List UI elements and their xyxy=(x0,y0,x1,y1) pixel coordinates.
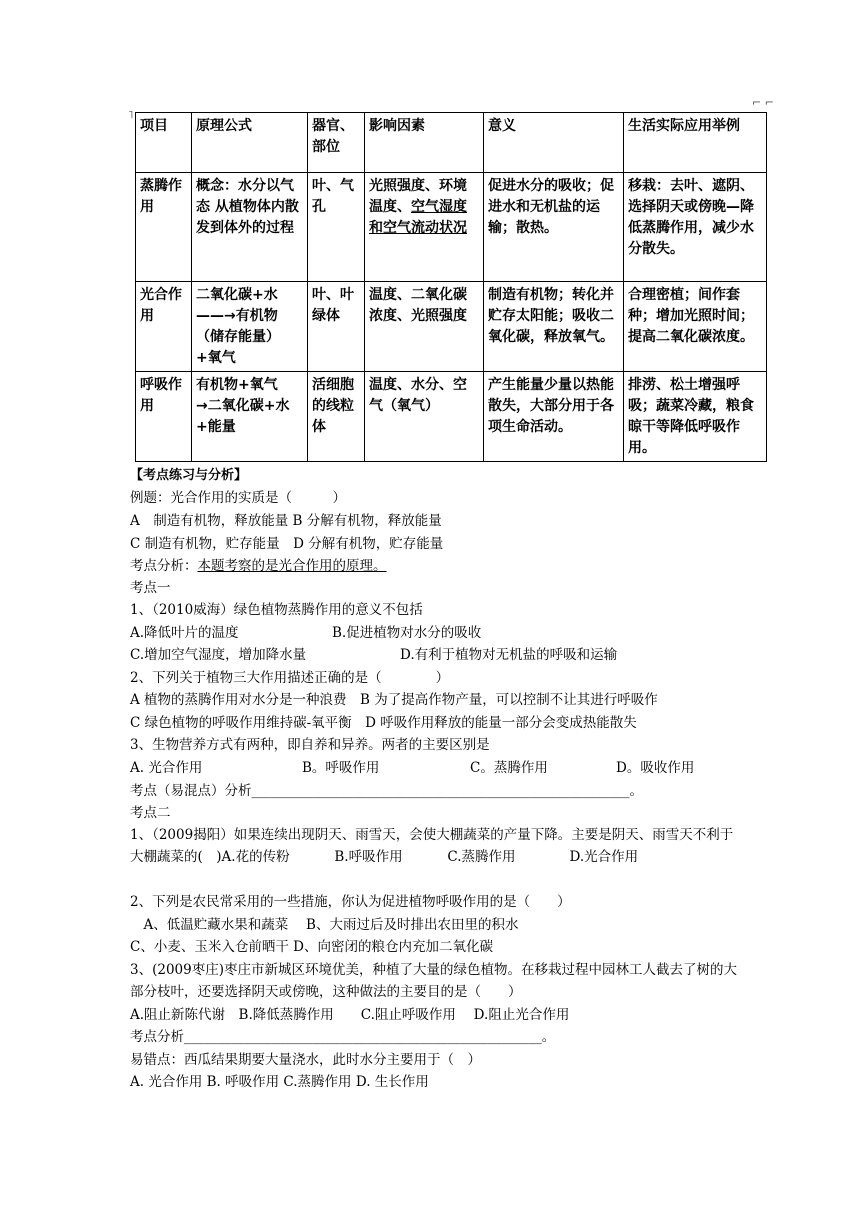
header-application: 生活实际应用举例 xyxy=(624,113,767,173)
option-b: B.促进植物对水分的吸收 xyxy=(332,625,482,641)
transpiration-factors-a: 光照强度、环境温度、 xyxy=(369,178,467,215)
option-c: C。蒸腾作用 xyxy=(470,760,548,776)
option-c: C.增加空气湿度，增加降水量 xyxy=(130,647,307,663)
point-one-analysis: 考点（易混点）分析________________________________________________________。 xyxy=(130,783,643,799)
photosynthesis-factors: 温度、二氧化碳浓度、光照强度 xyxy=(365,282,484,372)
example-analysis-label: 考点分析： xyxy=(130,558,198,574)
point-one-q3: 3、生物营养方式有两种，即自养和异养。两者的主要区别是 xyxy=(130,737,490,753)
point-two-q3: 3、(2009枣庄)枣庄市新城区环境优美，种植了大量的绿色植物。在移栽过程中园林工人截去了树的大部分枝叶，还要选择阴天或傍晚，这种做法的主要目的是（ ） xyxy=(130,962,737,1000)
point-two-analysis: 考点分析_____________________________________________________。 xyxy=(130,1029,556,1045)
table-header-row xyxy=(136,113,767,173)
point-one-title: 考点一 xyxy=(130,580,171,596)
option-b: B。呼吸作用 xyxy=(302,760,380,776)
transpiration-factors-b: 空气湿度和空气流动状况 xyxy=(369,199,467,236)
header-item: 项目 xyxy=(136,113,192,173)
error-point-question: 易错点：西瓜结果期要大量浇水，此时水分主要用于（ ） xyxy=(130,1052,481,1068)
point-two-q2: 2、下列是农民常采用的一些措施，你认为促进植物呼吸作用的是（ ） xyxy=(130,894,571,910)
error-point-options: A. 光合作用 B. 呼吸作用 C.蒸腾作用 D. 生长作用 xyxy=(130,1074,429,1090)
point-one-q1-options-ab xyxy=(130,622,481,644)
respiration-formula-a: 有机物+氧气 xyxy=(196,377,278,393)
table-row xyxy=(136,282,767,372)
option-d: D.有利于植物对无机盐的呼吸和运输 xyxy=(400,647,618,663)
example-options-ab: A 制造有机物，释放能量 B 分解有机物，释放能量 xyxy=(130,513,442,529)
point-two-q3-options: A.阻止新陈代谢 B.降低蒸腾作用 C.阻止呼吸作用 D.阻止光合作用 xyxy=(130,1007,570,1023)
photosynthesis-application: 合理密植；间作套种；增加光照时间；提高二氧化碳浓度。 xyxy=(624,282,767,372)
photosynthesis-formula-b: 有机物（储存能量）+氧气 xyxy=(196,308,280,366)
example-analysis xyxy=(130,555,387,577)
example-question: 例题：光合作用的实质是（ ） xyxy=(130,490,346,506)
photosynthesis-formula xyxy=(192,282,308,372)
respiration-formula xyxy=(192,372,308,462)
respiration-organ: 活细胞的线粒体 xyxy=(308,372,365,462)
example-analysis-text: 本题考察的是光合作用的原理。 xyxy=(197,558,387,574)
respiration-application: 排涝、松土增强呼吸；蔬菜冷藏，粮食晾干等降低呼吸作用。 xyxy=(624,372,767,462)
table-corner-mark-left: ˥ xyxy=(128,108,134,121)
table-corner-mark-right: ⌐ ⌐ xyxy=(752,96,774,109)
transpiration-meaning: 促进水分的吸收；促进水和无机盐的运输；散热。 xyxy=(484,173,624,282)
section-heading: 【考点练习与分析】 xyxy=(130,468,248,483)
transpiration-formula: 概念：水分以气态 从植物体内散发到体外的过程 xyxy=(192,173,308,282)
respiration-meaning: 产生能量少量以热能散失，大部分用于各项生命活动。 xyxy=(484,372,624,462)
transpiration-organ: 叶、气孔 xyxy=(308,173,365,282)
point-one-q1: 1、（2010威海）绿色植物蒸腾作用的意义不包括 xyxy=(130,602,423,618)
reaction-arrow-icon: → xyxy=(196,398,208,414)
option-a: A.降低叶片的温度 xyxy=(130,625,239,641)
respiration-item: 呼吸作用 xyxy=(136,372,192,462)
transpiration-application: 移栽：去叶、遮阴、选择阴天或傍晚—降低蒸腾作用，减少水分散失。 xyxy=(624,173,767,282)
option-a: A. 光合作用 xyxy=(130,760,203,776)
header-factors: 影响因素 xyxy=(365,113,484,173)
point-one-q3-options xyxy=(130,757,694,779)
photosynthesis-formula-a: 二氧化碳+水 xyxy=(196,287,278,303)
point-one-q2-options-ab: A 植物的蒸腾作用对水分是一种浪费 B 为了提高作物产量，可以控制不让其进行呼吸作 xyxy=(130,692,658,708)
point-two-q2-options-cd: C、小麦、玉米入仓前晒干 D、向密闭的粮仓内充加二氧化碳 xyxy=(130,939,493,955)
option-d: D。吸收作用 xyxy=(616,760,695,776)
reaction-arrow-icon: ——→ xyxy=(196,308,236,324)
point-two-q2-options-ab: A、低温贮藏水果和蔬菜 B、大雨过后及时排出农田里的积水 xyxy=(130,917,519,933)
point-two-q1: 1、（2009揭阳）如果连续出现阴天、雨雪天，会使大棚蔬菜的产量下降。主要是阴天、雨雪天不利于大棚蔬菜的( )A.花的传粉 B.呼吸作用 C.蒸腾作用 D.光合作用 xyxy=(130,827,734,865)
point-one-q2-options-cd: C 绿色植物的呼吸作用维持碳-氧平衡 D 呼吸作用释放的能量一部分会变成热能散失 xyxy=(130,715,637,731)
header-meaning: 意义 xyxy=(484,113,624,173)
header-formula: 原理公式 xyxy=(192,113,308,173)
photosynthesis-comparison-table xyxy=(135,112,767,462)
transpiration-factors xyxy=(365,173,484,282)
header-organ: 器官、部位 xyxy=(308,113,365,173)
respiration-formula-b: 二氧化碳+水+能量 xyxy=(196,398,290,435)
photosynthesis-meaning: 制造有机物；转化并贮存太阳能；吸收二氧化碳，释放氧气。 xyxy=(484,282,624,372)
point-one-q1-options-cd xyxy=(130,644,617,666)
photosynthesis-item: 光合作用 xyxy=(136,282,192,372)
example-options-cd: C 制造有机物，贮存能量 D 分解有机物，贮存能量 xyxy=(130,536,444,552)
transpiration-item: 蒸腾作用 xyxy=(136,173,192,282)
table-row xyxy=(136,173,767,282)
photosynthesis-organ: 叶、叶绿体 xyxy=(308,282,365,372)
point-one-q2: 2、下列关于植物三大作用描述正确的是（ ） xyxy=(130,670,450,686)
point-two-title: 考点二 xyxy=(130,805,171,821)
respiration-factors: 温度、水分、空气（氧气） xyxy=(365,372,484,462)
table-row xyxy=(136,372,767,462)
